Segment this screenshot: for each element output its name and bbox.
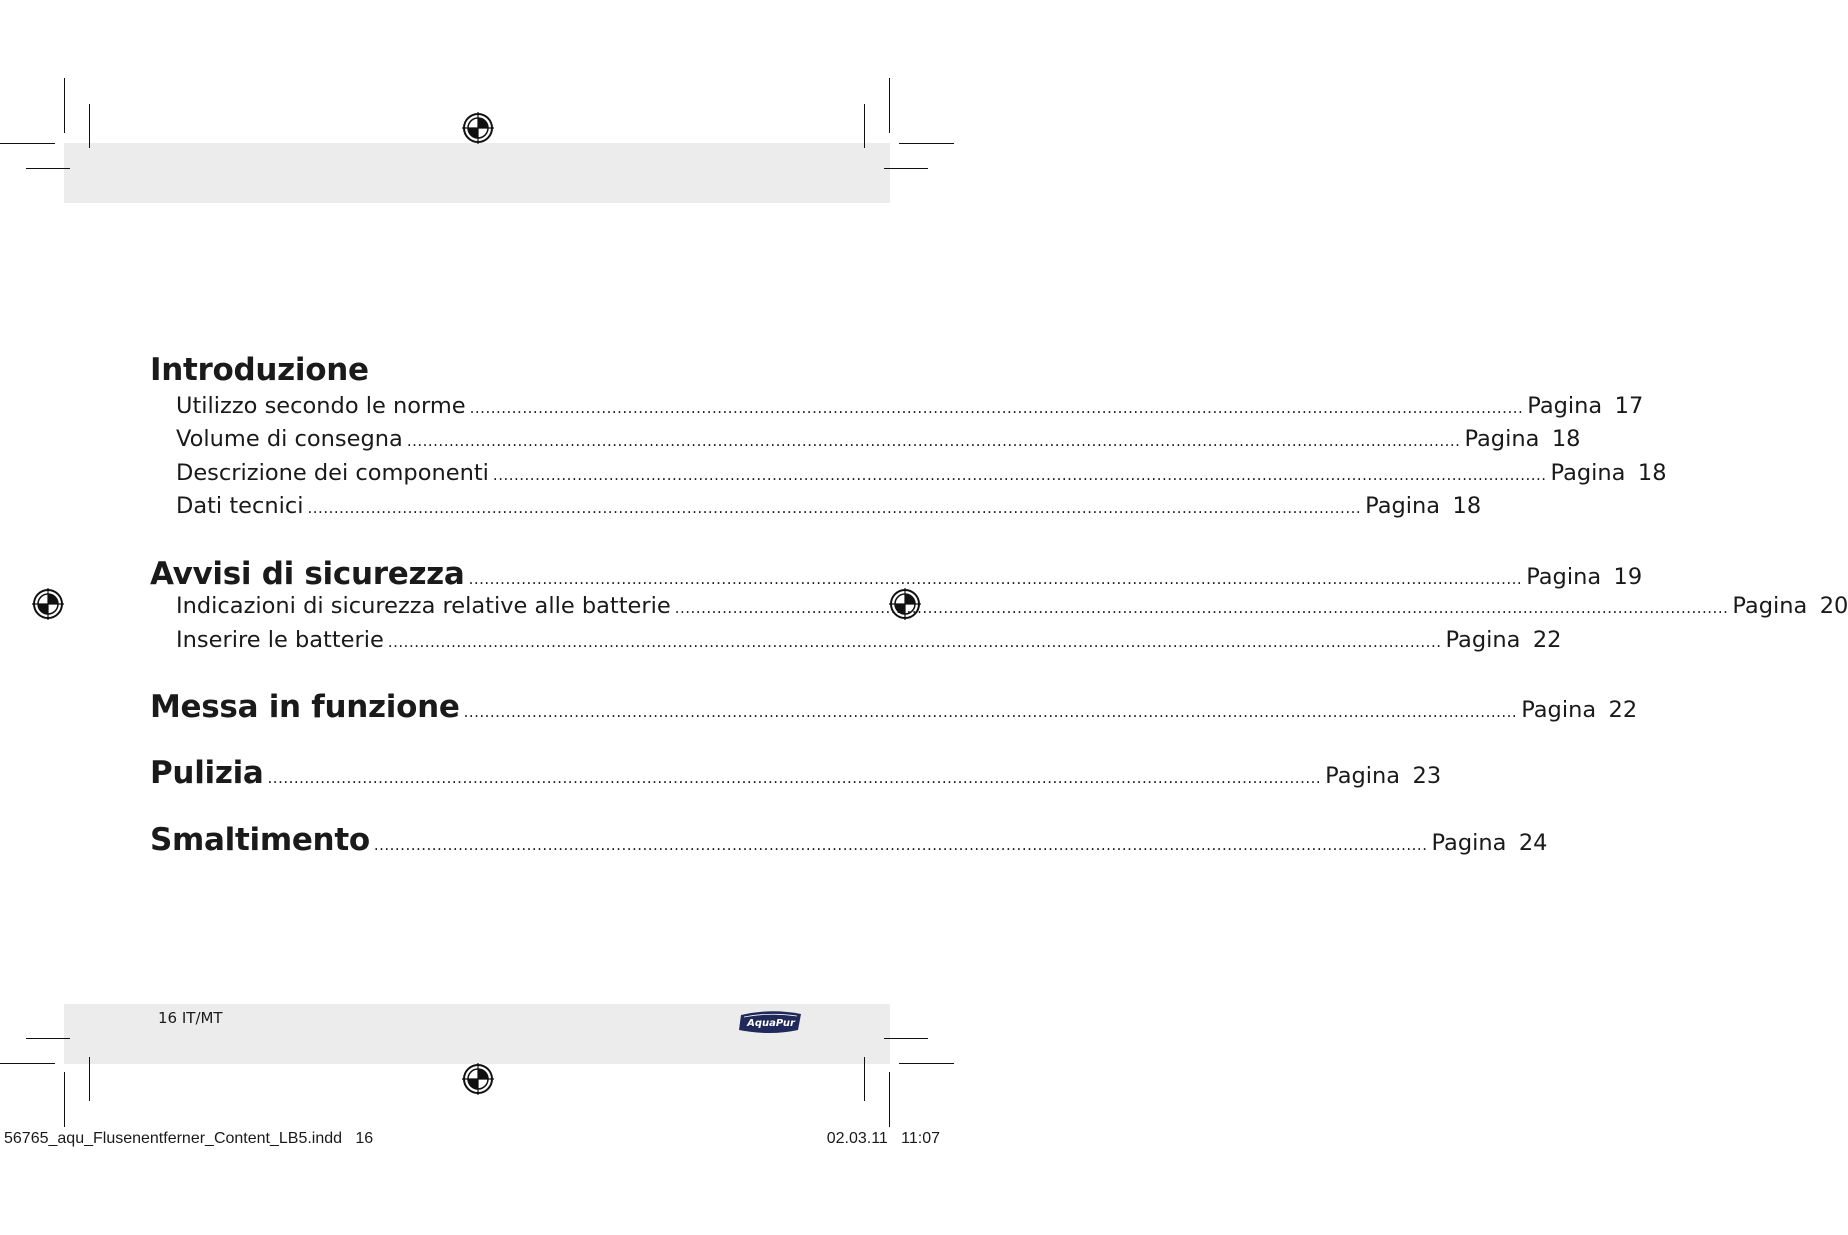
crop-mark: [889, 78, 890, 133]
crop-mark: [89, 1057, 90, 1101]
logo-text: AquaPur: [747, 1018, 795, 1029]
page-number: 22: [1608, 697, 1638, 723]
page-label: Pagina: [1526, 564, 1602, 590]
toc-entry[interactable]: [176, 393, 1644, 423]
dot-leader: ........................................................................................................................................................................................................: [674, 599, 1729, 617]
crop-mark: [889, 1072, 890, 1127]
page-number: 18: [1551, 426, 1581, 452]
crop-mark: [864, 1057, 865, 1101]
page-number: 24: [1518, 830, 1548, 856]
page-number: 22: [1532, 627, 1562, 653]
crop-mark: [0, 143, 55, 144]
dot-leader: ........................................................................................................................................................................................................: [463, 703, 1518, 721]
toc-entry-title: Descrizione dei componenti: [176, 460, 489, 486]
crop-mark: [26, 168, 70, 169]
page-label: Pagina: [1431, 830, 1507, 856]
toc-section-entry[interactable]: [150, 822, 1548, 860]
crop-mark: [899, 143, 954, 144]
dot-leader: ........................................................................................................................................................................................................: [406, 432, 1461, 450]
page-label: Pagina: [1464, 426, 1540, 452]
page-number: 18: [1637, 460, 1667, 486]
header-band: [64, 143, 890, 203]
aquapur-logo: [738, 1009, 804, 1035]
dot-leader: ........................................................................................................................................................................................................: [468, 570, 1523, 588]
section-heading: Pulizia: [150, 755, 264, 791]
toc-entry-title: Volume di consegna: [176, 426, 403, 452]
print-slug-date: 02.03.11 11:07: [826, 1130, 940, 1147]
toc-entry[interactable]: [176, 593, 1848, 623]
page-number: 23: [1412, 763, 1442, 789]
toc-entry-title: Indicazioni di sicurezza relative alle batterie: [176, 593, 671, 619]
toc-section-entry[interactable]: [150, 755, 1442, 793]
crop-mark: [884, 1038, 928, 1039]
toc-entry[interactable]: [176, 493, 1482, 523]
toc-section-entry[interactable]: [150, 689, 1638, 727]
section-heading: Smaltimento: [150, 822, 370, 858]
crop-mark: [884, 168, 928, 169]
registration-mark-icon: [32, 588, 64, 620]
page-number: 18: [1452, 493, 1482, 519]
toc-section-entry[interactable]: [150, 556, 1643, 594]
crop-mark: [64, 1072, 65, 1127]
dot-leader: ........................................................................................................................................................................................................: [307, 499, 1362, 517]
dot-leader: ........................................................................................................................................................................................................: [492, 466, 1547, 484]
crop-mark: [899, 1063, 954, 1064]
registration-mark-icon: [462, 112, 494, 144]
section-heading: Introduzione: [150, 352, 369, 388]
page-label: Pagina: [1365, 493, 1441, 519]
page-number: 19: [1613, 564, 1643, 590]
crop-mark: [864, 104, 865, 148]
dot-leader: ........................................................................................................................................................................................................: [373, 836, 1428, 854]
toc-entry[interactable]: [176, 426, 1581, 456]
crop-mark: [0, 1063, 55, 1064]
section-heading: Messa in funzione: [150, 689, 460, 725]
crop-mark: [89, 104, 90, 148]
crop-mark: [64, 78, 65, 133]
dot-leader: ........................................................................................................................................................................................................: [267, 769, 1322, 787]
print-slug-file: 56765_aqu_Flusenentferner_Content_LB5.indd 16: [4, 1130, 374, 1147]
toc-entry[interactable]: [176, 460, 1667, 490]
page-label: Pagina: [1445, 627, 1521, 653]
page-label: Pagina: [1521, 697, 1597, 723]
toc-entry[interactable]: [176, 627, 1562, 657]
page-label: Pagina: [1550, 460, 1626, 486]
crop-mark: [26, 1038, 70, 1039]
toc-entry-title: Dati tecnici: [176, 493, 304, 519]
page-folio: 16 IT/MT: [158, 1009, 223, 1027]
toc-entry-title: Inserire le batterie: [176, 627, 384, 653]
page-number: 20: [1819, 593, 1848, 619]
section-heading: Avvisi di sicurezza: [150, 556, 465, 592]
dot-leader: ........................................................................................................................................................................................................: [387, 633, 1442, 651]
page-number: 17: [1614, 393, 1644, 419]
dot-leader: ........................................................................................................................................................................................................: [469, 399, 1524, 417]
registration-mark-icon: [462, 1063, 494, 1095]
page-label: Pagina: [1527, 393, 1603, 419]
page-label: Pagina: [1732, 593, 1808, 619]
toc-entry-title: Utilizzo secondo le norme: [176, 393, 466, 419]
page-label: Pagina: [1325, 763, 1401, 789]
